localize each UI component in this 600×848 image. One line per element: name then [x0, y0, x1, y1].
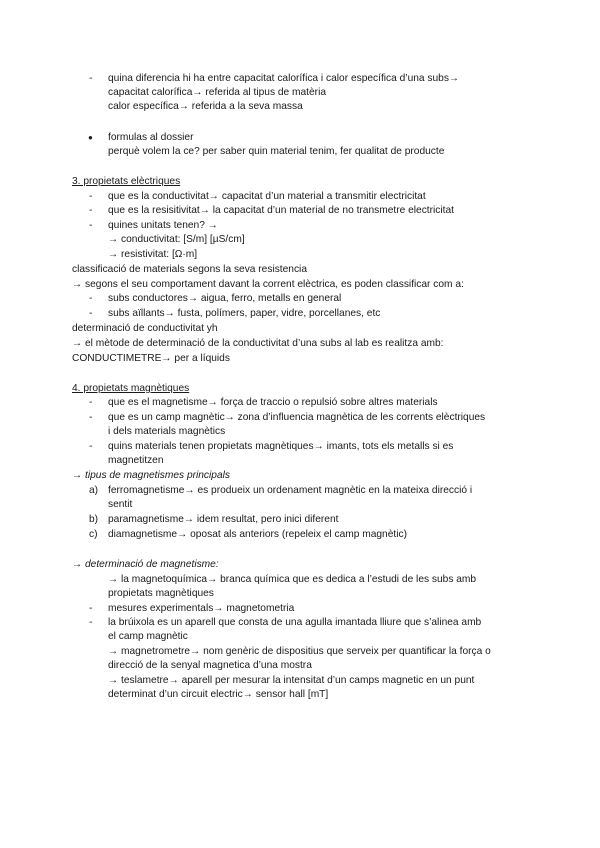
magnetometer-item: → magnetrometre→ nom genèric de dispositius que serveix per quantificar la força o [108, 646, 491, 657]
magnetic-materials-question: quins materials tenen propietats magnètiques→ imants, tots els metalls si es [108, 441, 454, 452]
magnetochemistry-item-cont: propietats magnètiques [108, 588, 214, 599]
dash-bullet: - [89, 205, 93, 216]
dash-bullet: - [89, 603, 93, 614]
conductivity-determination: determinació de conductivitat yh [72, 323, 218, 334]
teslameter-item: → teslametre→ aparell per mesurar la intensitat d’un camps magnetic en un punt [108, 675, 475, 686]
section-4-heading: 4. propietats magnètiques [72, 383, 190, 394]
resistivity-units: → resistivitat: [Ω·m] [108, 249, 198, 260]
magnetochemistry-item: → la magnetoquímica→ branca química que es dedica a l’estudi de les subs amb [108, 574, 477, 585]
magnetism-types-heading: → tipus de magnetismes principals [72, 470, 230, 481]
lab-method: → el mètode de determinació de la conductivitat d’una subs al lab es realitza amb: [72, 338, 444, 349]
magnetism-determination-heading: → determinació de magnetisme: [72, 559, 219, 570]
list-marker-b: b) [89, 514, 99, 525]
paramagnetism-item: paramagnetisme→ idem resultat, pero inici diferent [108, 514, 339, 525]
section-3-heading: 3. propietats elèctriques [72, 176, 181, 187]
formulas-note: formulas al dossier [108, 132, 194, 143]
classification-heading: classificació de materials segons la seva resistencia [72, 264, 307, 275]
teslameter-item-cont: determinat d’un circuit electric→ sensor hall [mT] [108, 689, 329, 700]
magnetic-field-definition: que es un camp magnètic→ zona d’influencia magnètica de les corrents elèctriques [108, 412, 486, 423]
magnetometry-item: mesures experimentals→ magnetometria [108, 603, 295, 614]
magnetism-definition: que es el magnetisme→ força de traccio o repulsió sobre altres materials [108, 397, 438, 408]
conductivity-definition: que es la conductivitat→ capacitat d’un material a transmitir electricitat [108, 191, 426, 202]
ferromagnetism-item-cont: sentit [108, 499, 133, 510]
dash-bullet: - [89, 220, 93, 231]
compass-item-cont: el camp magnètic [108, 631, 188, 642]
classification-intro: → segons el seu comportament davant la corrent elèctrica, es poden classificar com a: [72, 279, 464, 290]
insulators-item: subs aïllants→ fusta, polímers, paper, vidre, porcellanes, etc [108, 308, 381, 319]
answer-heat-capacity: capacitat calorífica→ referida al tipus de matèria [108, 87, 327, 98]
dash-bullet: - [89, 191, 93, 202]
specific-heat-purpose: perquè volem la ce? per saber quin material tenim, fer qualitat de producte [108, 146, 445, 157]
list-marker-a: a) [89, 485, 99, 496]
dash-bullet: - [89, 73, 93, 84]
conductivity-units: → conductivitat: [S/m] [µS/cm] [108, 234, 245, 245]
dash-bullet: - [89, 617, 93, 628]
answer-specific-heat: calor específica→ referida a la seva massa [108, 101, 303, 112]
dot-bullet: ● [88, 133, 93, 142]
magnetic-materials-question-cont: magnetitzen [108, 455, 164, 466]
dash-bullet: - [89, 293, 93, 304]
magnetic-field-definition-cont: i dels materials magnètics [108, 426, 226, 437]
magnetometer-item-cont: direcció de la senyal magnetica d’una mostra [108, 660, 312, 671]
units-question: quines unitats tenen? → [108, 220, 218, 231]
dash-bullet: - [89, 308, 93, 319]
compass-item: la brúixola es un aparell que consta de una agulla imantada lliure que s’alinea amb [108, 617, 482, 628]
dash-bullet: - [89, 441, 93, 452]
question-heat-capacity: quina diferencia hi ha entre capacitat calorífica i calor específica d’una subs→ [108, 73, 460, 84]
conductimeter-note: CONDUCTIMETRE→ per a líquids [72, 353, 230, 364]
dash-bullet: - [89, 397, 93, 408]
ferromagnetism-item: ferromagnetisme→ es produeix un ordenament magnètic en la mateixa direcció i [108, 485, 473, 496]
dash-bullet: - [89, 412, 93, 423]
resistivity-definition: que es la resisitivitat→ la capacitat d’un material de no transmetre electricitat [108, 205, 454, 216]
conductors-item: subs conductores→ aigua, ferro, metalls en general [108, 293, 342, 304]
diamagnetism-item: diamagnetisme→ oposat als anteriors (repeleix el camp magnètic) [108, 529, 407, 540]
list-marker-c: c) [89, 529, 98, 540]
